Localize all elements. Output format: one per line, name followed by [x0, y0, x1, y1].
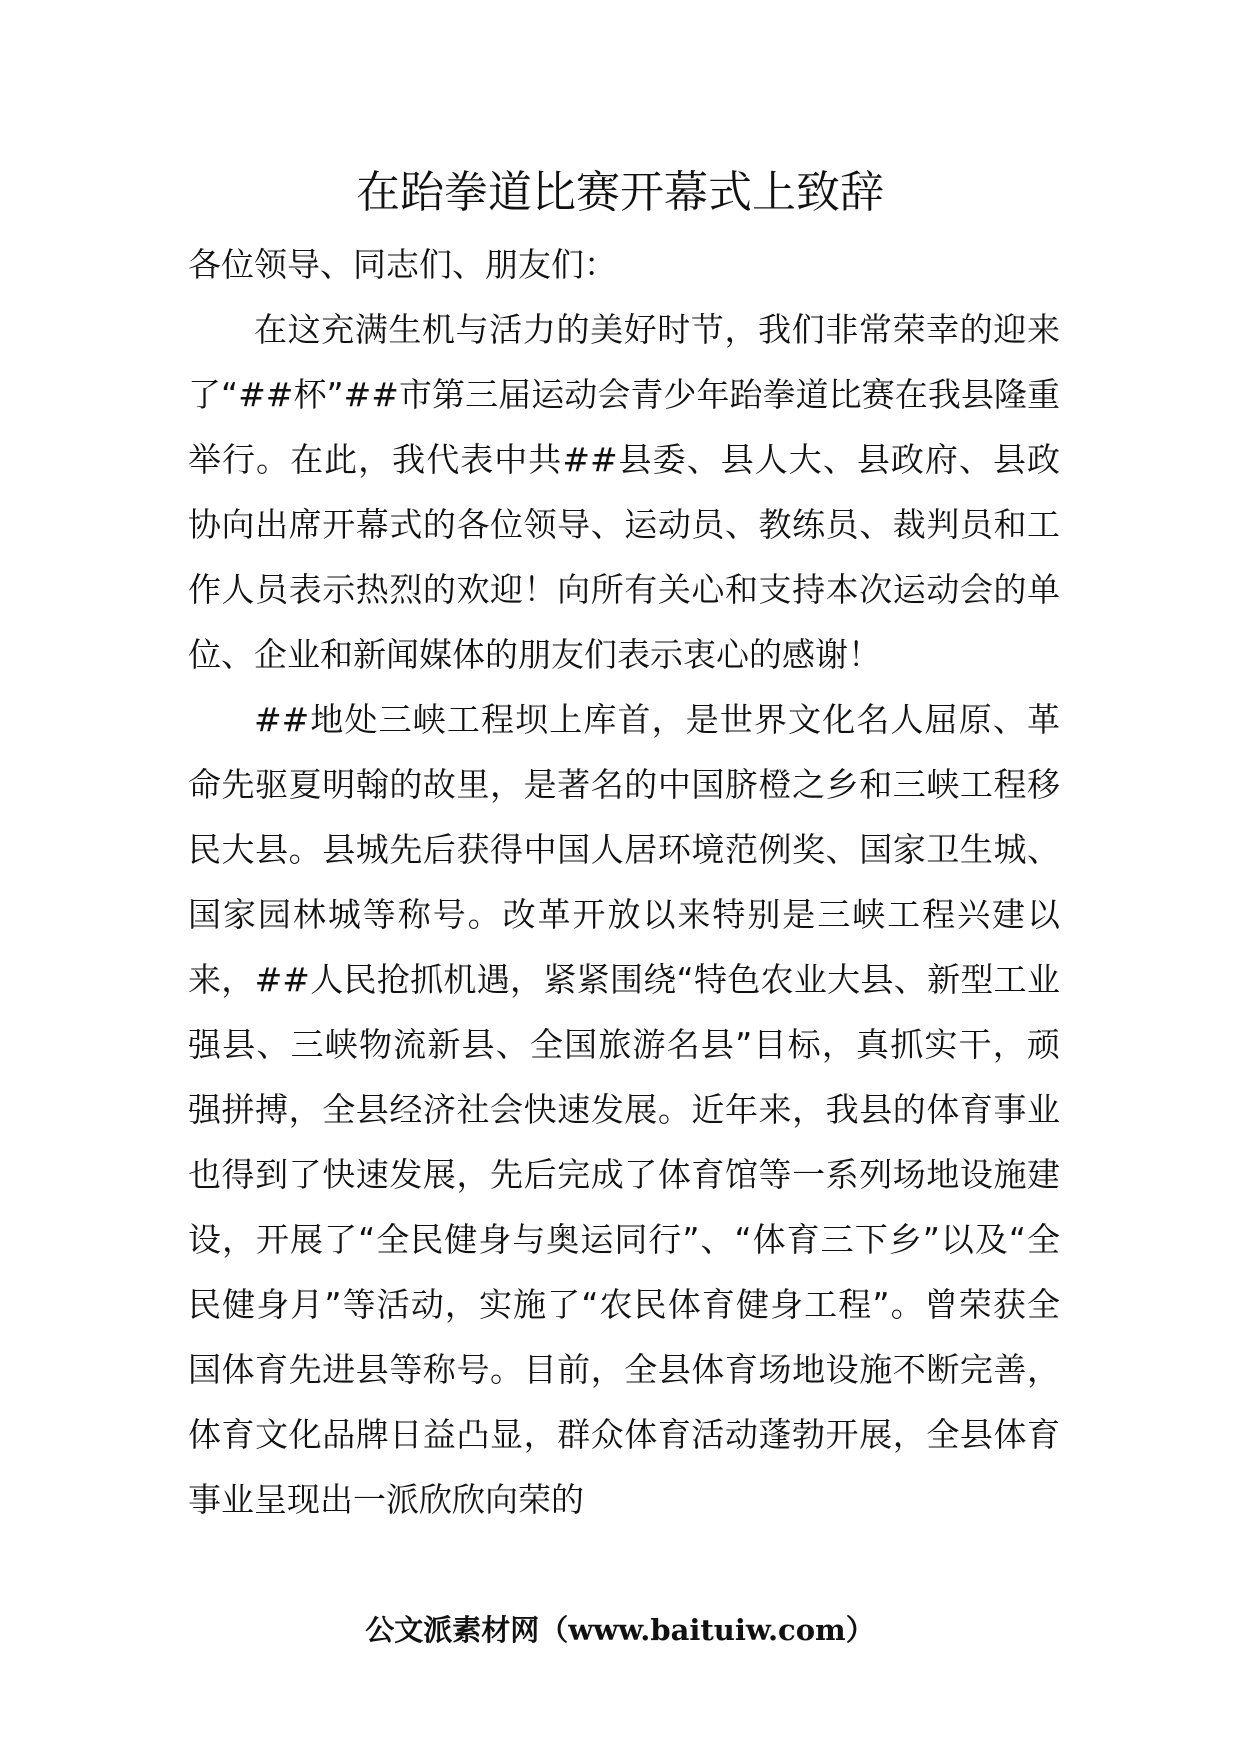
paragraph-2: ##地处三峡工程坝上库首，是世界文化名人屈原、革命先驱夏明翰的故里，是著名的中国脐橙之乡和三峡工程移民大县。县城先后获得中国人居环境范例奖、国家卫生城、国家园林城等称号。改革开放以来特别是三峡工程兴建以来，##人民抢抓机遇，紧紧围绕“特色农业大县、新型工业强县、三峡物流新县、全国旅游名县”目标，真抓实干，顽强拼搏，全县经济社会快速发展。近年来，我县的体育事业也得到了快速发展，先后完成了体育馆等一系列场地设施建设，开展了“全民健身与奥运同行”、“体育三下乡”以及“全民健身月”等活动，实施了“农民体育健身工程”。曾荣获全国体育先进县等称号。目前，全县体育场地设施不断完善，体育文化品牌日益凸显，群众体育活动蓬勃开展，全县体育事业呈现出一派欣欣向荣的 — [188, 700, 1060, 1519]
paragraph-1: 在这充满生机与活力的美好时节，我们非常荣幸的迎来了“##杯”##市第三届运动会青少年跆拳道比赛在我县隆重举行。在此，我代表中共##县委、县人大、县政府、县政协向出席开幕式的各位领导、运动员、教练员、裁判员和工作人员表示热烈的欢迎！向所有关心和支持本次运动会的单位、企业和新闻媒体的朋友们表示衷心的感谢！ — [188, 310, 1060, 674]
salutation: 各位领导、同志们、朋友们： — [188, 245, 617, 284]
document-title: 在跆拳道比赛开幕式上致辞 — [356, 167, 884, 218]
footer-watermark: 公文派素材网（www.baituiw.com） — [365, 1613, 875, 1647]
document-body — [188, 232, 1060, 1532]
